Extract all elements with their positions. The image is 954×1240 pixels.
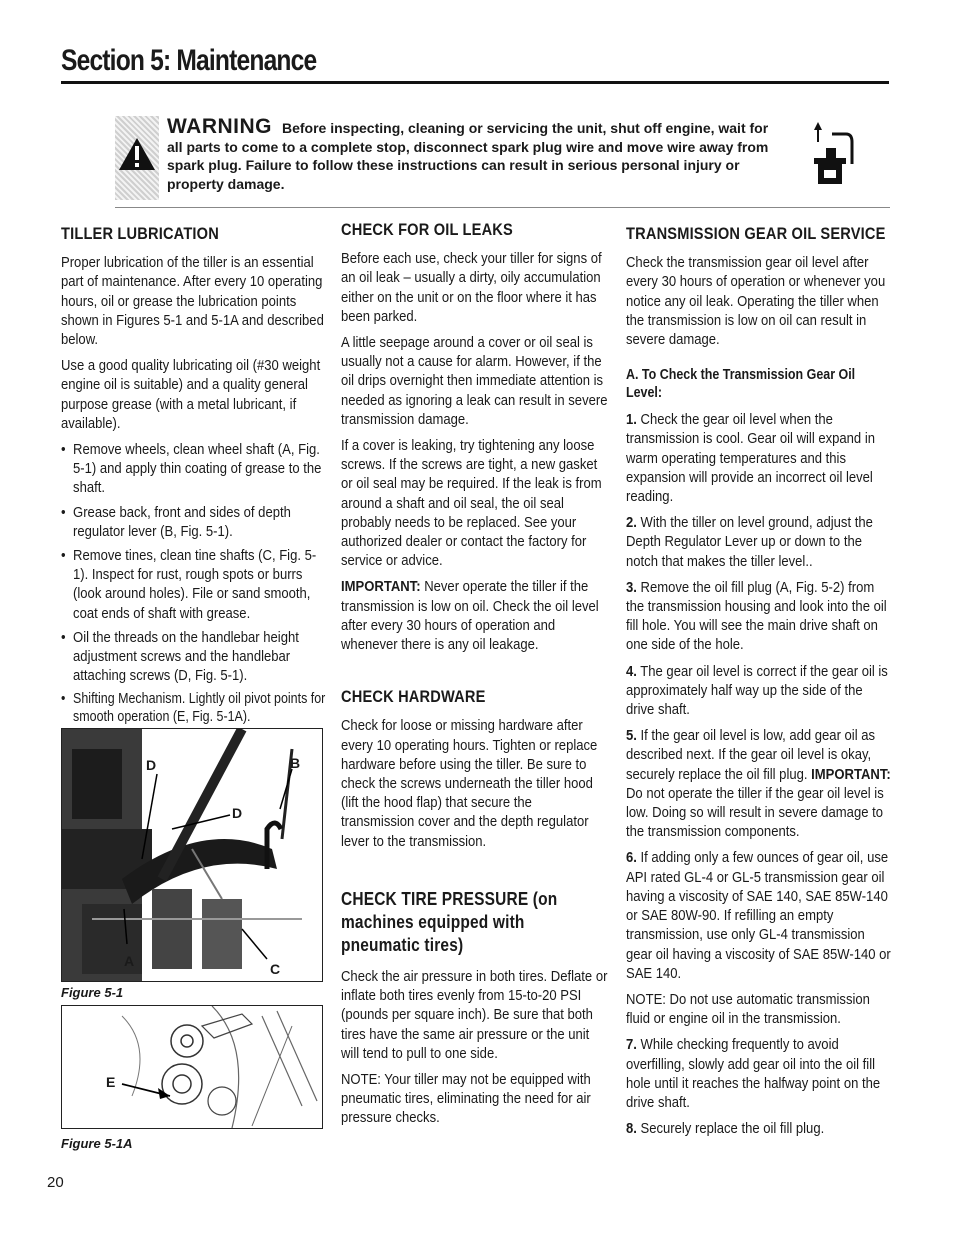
- tiller-lubrication-column: [61, 224, 326, 732]
- tire-pressure-heading: CHECK TIRE PRESSURE (on machines equipped with pneumatic tires): [341, 888, 558, 955]
- transmission-heading: TRANSMISSION GEAR OIL SERVICE: [626, 224, 886, 243]
- check-hardware-heading: CHECK HARDWARE: [341, 687, 486, 707]
- figure-label-a: A: [124, 953, 135, 969]
- important-text: Never operate the tiller if the transmission is low on oil. Check the oil level after every 30 hours of operation and whenever there is any oil leakage.: [341, 578, 599, 654]
- title-rule: [61, 81, 889, 84]
- lubrication-oil-type: Use a good quality lubricating oil (#30 weight engine oil is suitable) and a quality general purpose grease (with a metal lubricant, if available).: [61, 357, 321, 432]
- tire-pressure-p1: Check the air pressure in both tires. Deflate or inflate both tires evenly from 15-to-20 PSI (pounds per square inch). Be sure that both tires have the same air pressure or the unit will tend to pull to one side.: [341, 967, 608, 1062]
- tiller-lubrication-illustration: [62, 729, 322, 981]
- step-3: 3. Remove the oil fill plug (A, Fig. 5-2) from the transmission housing and look into the oil fill hole. You will see the main drive shaft on one side of the hole.: [626, 578, 887, 654]
- figure-label-c: C: [270, 961, 281, 977]
- step-7: 7. While checking frequently to avoid overfilling, slowly add gear oil into the oil fill hole until it reaches the halfway point on the drive shaft.: [626, 1036, 881, 1111]
- shifting-mechanism-illustration: [62, 1006, 322, 1128]
- warning-message: [167, 115, 787, 193]
- lubrication-intro: Proper lubrication of the tiller is an essential part of maintenance. After every 10 operating hours, oil or grease the lubrication points shown in Figures 5-1 and 5-1A and described below.: [61, 254, 324, 349]
- list-item: • Remove wheels, clean wheel shaft (A, Fig. 5-1) and apply thin coating of grease to the shaft.: [61, 440, 326, 498]
- oil-leaks-p3: If a cover is leaking, try tightening any loose screws. If the screws are tight, a new gasket or oil seal may be required. If the leak is from around a shaft and oil seal, the oil seal probably needs to be replaced. See your authorized dealer or contact the factory for service or advice.: [341, 437, 602, 570]
- page-number: 20: [47, 1174, 64, 1191]
- oil-leaks-p1: Before each use, check your tiller for signs of an oil leak – usually a dirty, oily accumulation either on the unit or on the floor where it has been parked.: [341, 250, 602, 325]
- important-label: IMPORTANT:: [341, 578, 421, 596]
- step-8: 8. Securely replace the oil fill plug.: [626, 1120, 825, 1138]
- spark-plug-disconnect-icon: [806, 118, 856, 188]
- figure-5-1-caption: Figure 5-1: [61, 985, 124, 1000]
- figure-label-d-upper: D: [146, 757, 157, 773]
- figure-label-e: E: [106, 1074, 116, 1090]
- step-1: 1. Check the gear oil level when the transmission is cool. Gear oil will expand in warm operating temperatures and this expansion will provide an incorrect oil level reading.: [626, 411, 875, 506]
- warning-word: WARNING: [167, 115, 272, 138]
- list-item: • Shifting Mechanism. Lightly oil pivot points for smooth operation (E, Fig. 5-1A).: [61, 690, 326, 726]
- step-4: 4. The gear oil level is correct if the gear oil is approximately half way up the side of the drive shaft.: [626, 662, 888, 719]
- lubrication-points-list: [61, 440, 326, 726]
- list-item: • Remove tines, clean tine shafts (C, Fig. 5-1). Inspect for rust, rough spots or burrs (look around holes). File or sand smooth, coat ends of shaft with grease.: [61, 546, 326, 623]
- figure-label-d-lower: D: [232, 805, 243, 821]
- oil-leaks-important: [341, 577, 608, 654]
- step-2: 2. With the tiller on level ground, adjust the Depth Regulator Lever up or down to the notch that makes the tiller level..: [626, 514, 873, 570]
- step-6: 6. If adding only a few ounces of gear oil, use API rated GL-4 or GL-5 transmission gear oil having a viscosity of SAE 140, SAE 85W-140 or SAE 80W-90. If refilling an empty transmission, use only GL-4 transmission gear oil having a viscosity of SAE 85W-140 or SAE 140.: [626, 849, 891, 982]
- step-5: 5. If the gear oil level is low, add gear oil as described next. If the gear oil level is okay, securely replace the oil fill plug. IMPORTANT: Do not operate the tiller if the gear oil level is low. Doing so will result in severe damage to the transmission components.: [626, 727, 891, 841]
- warning-triangle-icon: [115, 116, 159, 200]
- figure-label-b: B: [290, 755, 301, 771]
- transmission-intro: Check the transmission gear oil level after every 30 hours of operation or whenever you notice any oil leak. Operating the tiller when the transmission is low on oil can result in severe damage.: [626, 254, 886, 349]
- warning-text: Before inspecting, cleaning or servicing the unit, shut off engine, wait for all parts to come to a complete stop, disconnect spark plug wire and move wire away from spark plug. Failure to follow these instructions can result in serious personal injury or property damage.: [167, 120, 769, 192]
- transmission-note: NOTE: Do not use automatic transmission fluid or engine oil in the transmission.: [626, 990, 870, 1028]
- warning-rule: [115, 207, 890, 208]
- checks-column: [341, 220, 608, 1135]
- list-item: • Oil the threads on the handlebar height adjustment screws and the handlebar attaching screws (D, Fig. 5-1).: [61, 628, 326, 686]
- important-label: IMPORTANT:: [811, 765, 891, 783]
- transmission-column: [626, 224, 891, 1145]
- figure-5-1a-caption: Figure 5-1A: [61, 1136, 133, 1151]
- list-item: • Grease back, front and sides of depth regulator lever (B, Fig. 5-1).: [61, 503, 326, 541]
- oil-leaks-p2: A little seepage around a cover or oil seal is usually not a cause for alarm. However, if the oil drips overnight then immediate attention is needed as ignoring a leak can result in severe transmission damage.: [341, 334, 608, 428]
- figure-5-1a: [61, 1005, 323, 1129]
- tire-pressure-note: NOTE: Your tiller may not be equipped with pneumatic tires, eliminating the need for air pressure checks.: [341, 1070, 591, 1127]
- tiller-lubrication-heading: TILLER LUBRICATION: [61, 224, 219, 243]
- oil-leaks-heading: CHECK FOR OIL LEAKS: [341, 220, 513, 239]
- check-level-subheading: A. To Check the Transmission Gear Oil Level:: [626, 367, 856, 402]
- section-title: Section 5: Maintenance: [61, 44, 317, 77]
- figure-5-1: [61, 728, 323, 982]
- warning-box: [115, 116, 159, 200]
- check-hardware-text: Check for loose or missing hardware after every 10 operating hours. Tighten or replace hardware before using the tiller. Be sure to check the screws underneath the tiller hood (lift the hood flap) that secure the transmission cover and the depth regulator lever to the transmission.: [341, 717, 598, 850]
